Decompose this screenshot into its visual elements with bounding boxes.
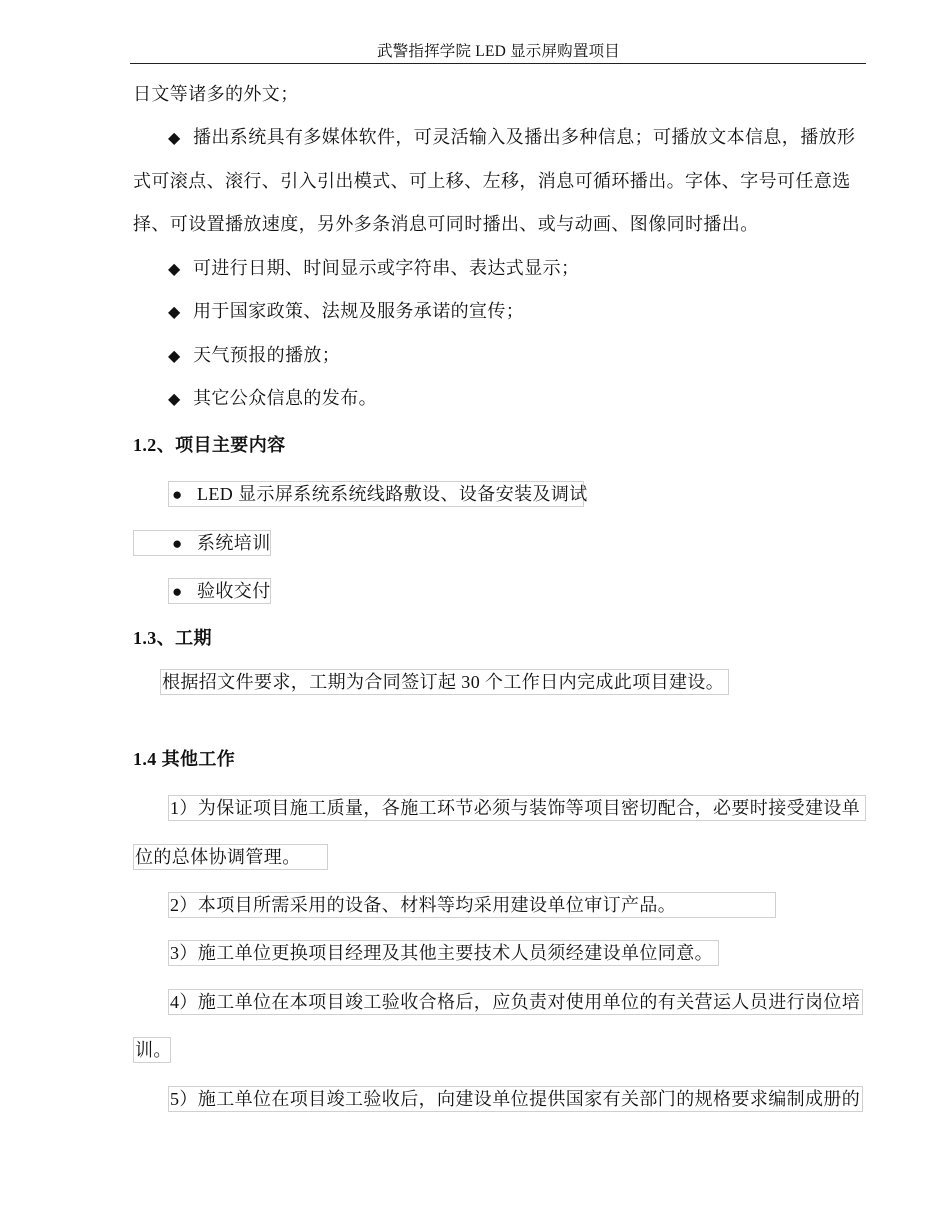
feature-item: [168, 124, 855, 150]
diamond-bullet-icon: ◆: [168, 130, 181, 147]
scope-list-item: [168, 481, 588, 507]
scope-list-item: [133, 530, 271, 556]
feature-item: [168, 342, 340, 368]
feature-item: [168, 385, 377, 411]
feature-item: [168, 298, 524, 324]
section-heading-1-3: 1.3、工期: [133, 628, 212, 648]
diamond-bullet-icon: ◆: [168, 261, 181, 278]
dot-bullet-icon: ●: [172, 582, 183, 601]
scope-item-text: 验收交付: [197, 581, 271, 601]
scope-item-text: 系统培训: [197, 533, 271, 553]
diamond-bullet-icon: ◆: [168, 348, 181, 365]
requirement-item-line: 4）施工单位在本项目竣工验收合格后，应负责对使用单位的有关营运人员进行岗位培: [168, 989, 863, 1015]
dot-bullet-icon: ●: [172, 534, 183, 553]
feature-text: 播出系统具有多媒体软件，可灵活输入及播出多种信息；可播放文本信息，播放形: [193, 127, 856, 147]
requirement-item-line: 1）为保证项目施工质量，各施工环节必须与装饰等项目密切配合，必要时接受建设单: [168, 795, 866, 821]
feature-item: [168, 255, 579, 281]
scope-list-item: [168, 578, 271, 604]
requirement-item-line: 训。: [133, 1037, 171, 1063]
section-heading-1-4: 1.4 其他工作: [133, 749, 236, 769]
schedule-paragraph: 根据招文件要求，工期为合同签订起 30 个工作日内完成此项目建设。: [160, 669, 729, 695]
continuation-line: 日文等诸多的外文；: [133, 84, 299, 104]
feature-text: 用于国家政策、法规及服务承诺的宣传；: [193, 301, 525, 321]
section-heading-1-2: 1.2、项目主要内容: [133, 435, 286, 455]
requirement-item-line: 3）施工单位更换项目经理及其他主要技术人员须经建设单位同意。: [168, 940, 719, 966]
diamond-bullet-icon: ◆: [168, 391, 181, 408]
diamond-bullet-icon: ◆: [168, 304, 181, 321]
scope-item-text: LED 显示屏系统系统线路敷设、设备安装及调试: [197, 484, 588, 504]
feature-text: 其它公众信息的发布。: [193, 388, 377, 408]
header-divider: [130, 63, 866, 64]
page-header-title: 武警指挥学院 LED 显示屏购置项目: [377, 43, 620, 60]
requirement-item-line: 2）本项目所需采用的设备、材料等均采用建设单位审订产品。: [168, 892, 776, 918]
feature-text-continued: 式可滚点、滚行、引入引出模式、可上移、左移，消息可循环播出。字体、字号可任意选: [133, 171, 851, 191]
feature-text: 天气预报的播放；: [193, 345, 341, 365]
feature-text: 可进行日期、时间显示或字符串、表达式显示；: [193, 258, 580, 278]
requirement-item-line: 5）施工单位在项目竣工验收后，向建设单位提供国家有关部门的规格要求编制成册的: [168, 1086, 863, 1112]
feature-text-continued: 择、可设置播放速度，另外多条消息可同时播出、或与动画、图像同时播出。: [133, 214, 759, 234]
requirement-item-line: 位的总体协调管理。: [133, 844, 328, 870]
dot-bullet-icon: ●: [172, 485, 183, 504]
